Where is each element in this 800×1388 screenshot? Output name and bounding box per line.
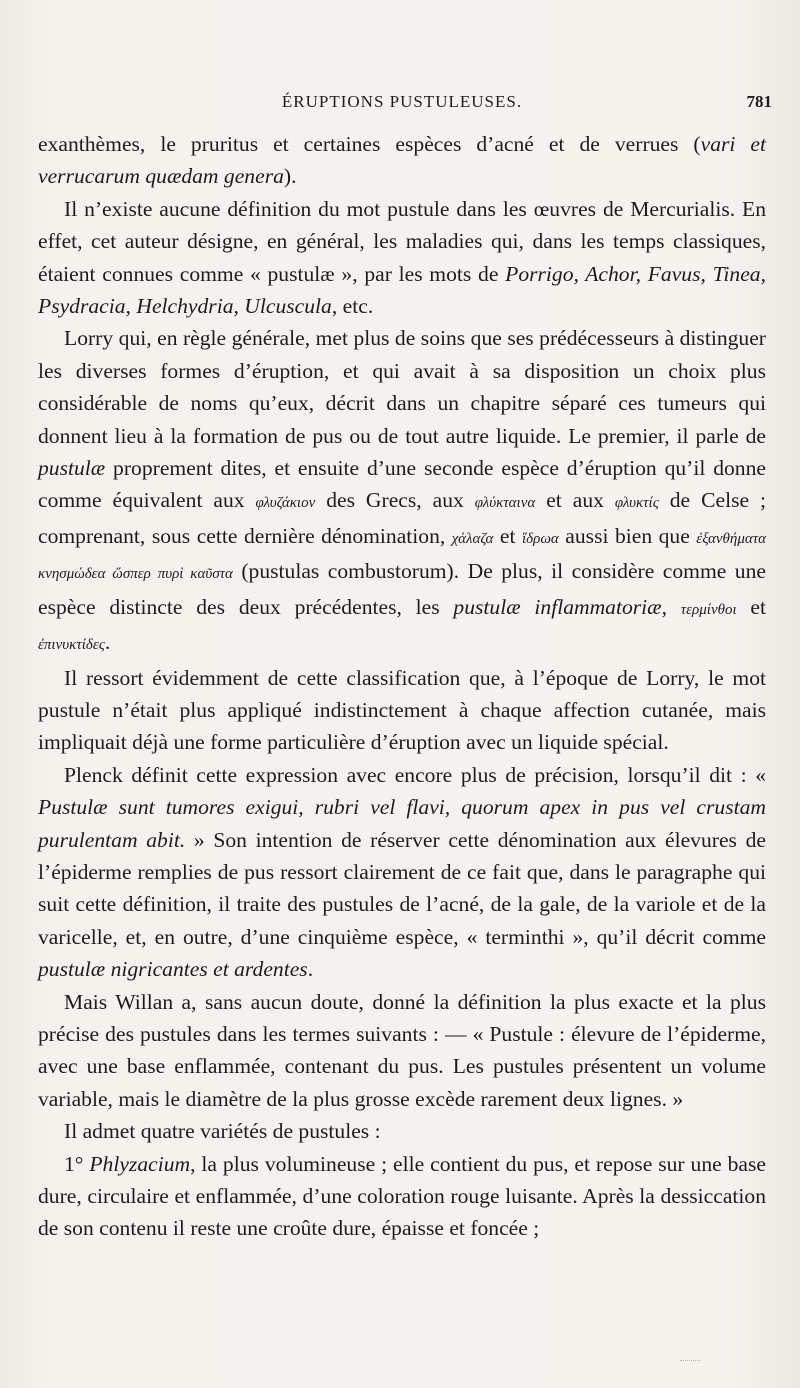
paragraph-8: 1° Phlyzacium, la plus volumineuse ; elle contient du pus, et repose sur une base dure, circulaire et enflammée, d’une coloration rouge luisante. Après la dessiccation de son contenu il reste une croûte dure, épaisse et foncée ; — [38, 1151, 766, 1241]
paragraph-4: Il ressort évidemment de cette classification que, à l’époque de Lorry, le mot pustule n’était plus appliqué indistinctement à chaque affection cutanée, mais impliquait déjà une forme particulière d’éruption avec un liquide spécial. — [38, 665, 766, 755]
paragraph-3: Lorry qui, en règle générale, met plus de soins que ses prédécesseurs à distinguer les diverses formes d’éruption, et qui avait à sa disposition un choix plus considérable de noms qu’eux, décrit dans un chapitre séparé ces tumeurs qui donnent lieu à la formation de pus ou de tout autre liquide. Le premier, il parle de pustulæ proprement dites, et ensuite d’une seconde espèce d’éruption qu’il donne comme équivalent aux φλυζάκιον des Grecs, aux φλύκταινα et aux φλυκτίς de Celse ; comprenant, sous cette dernière dénomination, χάλαζα et ἵδρωα aussi bien que ἐξανθήματα κνησμώδεα ὥσπερ πυρὶ καῦστα (pustulas combustorum). De plus, il considère comme une espèce distincte des deux précédentes, les pustulæ inflammatoriæ, τερμίνθοι et ἐπινυκτίδες. — [38, 326, 767, 655]
paragraph-7: Il admet quatre variétés de pustules : — [64, 1119, 381, 1144]
paragraph-5: Plenck définit cette expression avec encore plus de précision, lorsqu’il dit : « Pustulæ sunt tumores exigui, rubri vel flavi, quorum apex in pus vel crustam purulentam abit. » Son intention de réserver cette dénomination aux élevures de l’épiderme remplies de pus ressort clairement de ce fait que, dans le paragraphe qui suit cette définition, il traite des pustules de l’acné, de la gale, de la variole et de la varicelle, et, en outre, d’une cinquième espèce, « terminthi », qu’il décrit comme pustulæ nigricantes et ardentes. — [38, 762, 766, 982]
paragraph-2: Il n’existe aucune définition du mot pustule dans les œuvres de Mercurialis. En effet, cet auteur désigne, en général, les maladies qui, dans les temps classiques, étaient connues comme « pustulæ », par les mots de Porrigo, Achor, Favus, Tinea, Psydracia, Helchydria, Ulcuscula, etc. — [38, 196, 766, 319]
decorative-mark — [680, 1360, 700, 1367]
page-number: 781 — [746, 92, 772, 111]
paragraph-6: Mais Willan a, sans aucun doute, donné la définition la plus exacte et la plus précise des pustules dans les termes suivants : — « Pustule : élevure de l’épiderme, avec une base enflammée, contenant du pus. Les pustules présentent un volume variable, mais le diamètre de la plus grosse excède rarement deux lignes. » — [38, 989, 766, 1111]
page-header — [38, 90, 772, 116]
running-title: ÉRUPTIONS PUSTULEUSES. — [281, 92, 523, 111]
body-text — [38, 128, 766, 1245]
paragraph-1: exanthèmes, le pruritus et certaines espèces d’acné et de verrues (vari et verrucarum quædam genera). — [38, 132, 766, 189]
